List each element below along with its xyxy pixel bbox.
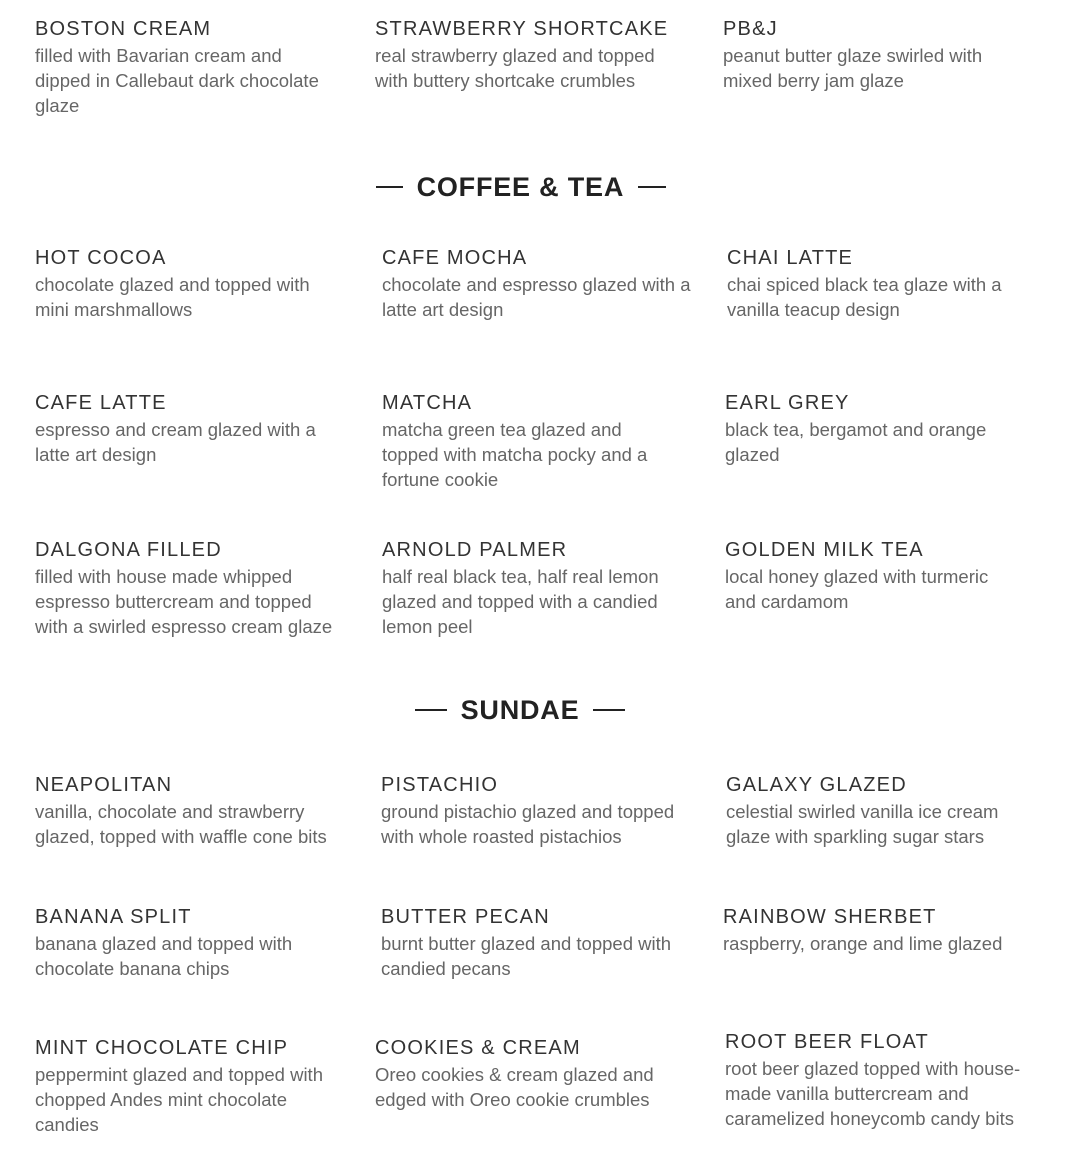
menu-item-earl-grey	[725, 391, 1045, 467]
section-title: SUNDAE	[460, 694, 580, 725]
item-name: PISTACHIO	[381, 774, 499, 796]
item-description: filled with house made whipped espresso buttercream and topped with a swirled espresso cream glaze	[35, 566, 333, 637]
heading-rule-left	[415, 709, 447, 711]
item-description: espresso and cream glazed with a latte art design	[35, 419, 316, 465]
item-name: BANANA SPLIT	[35, 906, 192, 928]
item-description: burnt butter glazed and topped with candied pecans	[381, 933, 672, 979]
section-heading-coffee-tea	[376, 168, 666, 206]
item-description: black tea, bergamot and orange glazed	[725, 419, 987, 465]
item-name: BOSTON CREAM	[35, 18, 212, 40]
item-description: ground pistachio glazed and topped with whole roasted pistachios	[381, 801, 675, 847]
item-name: CAFE MOCHA	[382, 247, 528, 269]
item-name: MATCHA	[382, 392, 473, 414]
item-description: chai spiced black tea glaze with a vanilla teacup design	[727, 274, 1002, 320]
item-description: vanilla, chocolate and strawberry glazed, topped with waffle cone bits	[35, 801, 327, 847]
item-description: chocolate and espresso glazed with a latte art design	[382, 274, 691, 320]
section-title: COFFEE & TEA	[416, 171, 625, 202]
menu-item-galaxy-glazed	[726, 773, 1046, 849]
item-description: celestial swirled vanilla ice cream glaze with sparkling sugar stars	[726, 801, 999, 847]
heading-rule-left	[376, 186, 403, 188]
item-name: NEAPOLITAN	[35, 774, 173, 796]
item-description: filled with Bavarian cream and dipped in Callebaut dark chocolate glaze	[35, 45, 319, 116]
menu-item-banana-split	[35, 905, 355, 981]
menu-item-chai-latte	[727, 246, 1047, 322]
menu-item-pistachio	[381, 773, 701, 849]
menu-item-cafe-mocha	[382, 246, 702, 322]
menu-item-hot-cocoa	[35, 246, 355, 322]
menu-item-cookies-cream	[375, 1036, 695, 1112]
menu-item-cafe-latte	[35, 391, 355, 467]
item-description: chocolate glazed and topped with mini marshmallows	[35, 274, 310, 320]
heading-rule-right	[593, 709, 625, 711]
item-description: Oreo cookies & cream glazed and edged with Oreo cookie crumbles	[375, 1064, 654, 1110]
menu-item-neapolitan	[35, 773, 355, 849]
item-name: COOKIES & CREAM	[375, 1037, 581, 1059]
item-description: raspberry, orange and lime glazed	[723, 933, 1003, 954]
item-name: PB&J	[723, 18, 778, 40]
menu-item-arnold-palmer	[382, 538, 702, 639]
item-name: BUTTER PECAN	[381, 906, 550, 928]
item-description: root beer glazed topped with house-made vanilla buttercream and caramelized honeycomb candy bits	[725, 1058, 1021, 1129]
item-description: peppermint glazed and topped with chopped Andes mint chocolate candies	[35, 1064, 323, 1135]
item-name: ARNOLD PALMER	[382, 539, 568, 561]
item-name: EARL GREY	[725, 392, 850, 414]
item-name: STRAWBERRY SHORTCAKE	[375, 18, 669, 40]
heading-rule-right	[638, 186, 666, 188]
item-name: MINT CHOCOLATE CHIP	[35, 1037, 289, 1059]
item-name: CAFE LATTE	[35, 392, 167, 414]
item-name: CHAI LATTE	[727, 247, 854, 269]
menu-item-rainbow-sherbet	[723, 905, 1043, 956]
menu-item-pbj	[723, 17, 1043, 93]
menu-item-matcha	[382, 391, 702, 492]
item-name: RAINBOW SHERBET	[723, 906, 937, 928]
item-name: HOT COCOA	[35, 247, 167, 269]
menu-item-boston-cream	[35, 17, 355, 118]
menu-item-root-beer-float	[725, 1030, 1045, 1131]
item-description: half real black tea, half real lemon glazed and topped with a candied lemon peel	[382, 566, 659, 637]
item-name: GOLDEN MILK TEA	[725, 539, 924, 561]
item-name: GALAXY GLAZED	[726, 774, 907, 796]
menu-item-golden-milk-tea	[725, 538, 1045, 614]
item-description: real strawberry glazed and topped with buttery shortcake crumbles	[375, 45, 655, 91]
item-name: DALGONA FILLED	[35, 539, 222, 561]
item-name: ROOT BEER FLOAT	[725, 1031, 929, 1053]
section-heading-sundae	[415, 691, 625, 729]
menu-item-mint-chocolate-chip	[35, 1036, 355, 1137]
item-description: peanut butter glaze swirled with mixed berry jam glaze	[723, 45, 983, 91]
item-description: matcha green tea glazed and topped with matcha pocky and a fortune cookie	[382, 419, 648, 490]
menu-item-strawberry-shortcake	[375, 17, 695, 93]
item-description: banana glazed and topped with chocolate banana chips	[35, 933, 293, 979]
item-description: local honey glazed with turmeric and cardamom	[725, 566, 989, 612]
menu-item-butter-pecan	[381, 905, 701, 981]
menu-item-dalgona-filled	[35, 538, 355, 639]
